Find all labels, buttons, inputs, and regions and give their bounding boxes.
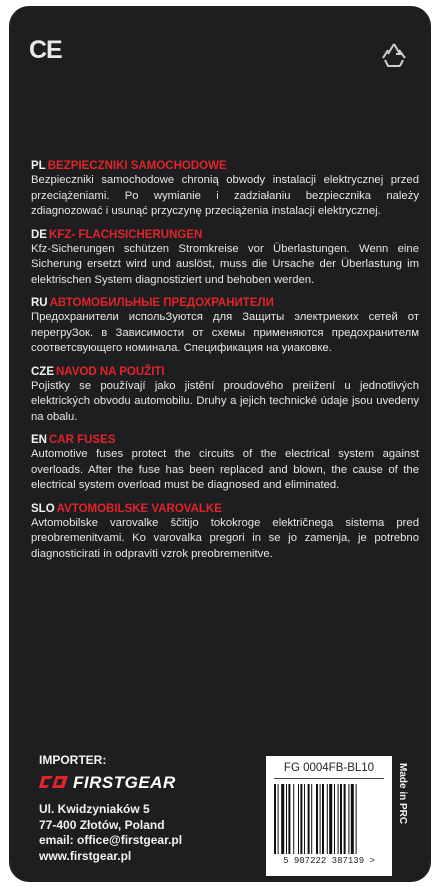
made-in-label: Made in PRC: [397, 763, 408, 825]
recycle-icon: [379, 40, 409, 70]
instructions-list: [31, 159, 419, 570]
section-text: Automotive fuses protect the circuits of the electrical system against overloads. After the fuse has been replaced and blown, the cause of the electrical system overload must be diagnosed and eliminated.: [31, 448, 419, 491]
barcode-bar: [344, 784, 346, 854]
barcode-bar: [286, 784, 287, 854]
barcode-bar: [311, 784, 312, 854]
ean-number: 5 907222 387139 >: [283, 856, 375, 866]
section-title: АВТОМОБИЛЬНЫЕ ПРЕДОХРАНИТЕЛИ: [49, 297, 274, 309]
section-title: NAVOD NA POUŽITI: [56, 365, 165, 378]
section-slo: [31, 502, 419, 563]
barcode-bar: [304, 784, 305, 854]
section-title: BEZPIECZNIKI SAMOCHODOWE: [47, 160, 227, 172]
section-text: Avtomobilske varovalke ščitijo tokokroge električnega sistema pred preobremenitvami. Ko varovalka pregori in se jo zamenja, je potrebno diagnosticirati in odpraviti vzrok preobremenitve.: [31, 516, 419, 560]
section-heading: [31, 159, 419, 173]
barcode-bar: [281, 784, 284, 854]
barcode-bar: [351, 784, 354, 854]
section-heading: [31, 365, 419, 379]
barcode-bar: [278, 784, 279, 854]
barcode-bar: [298, 784, 299, 854]
barcode-bar: [316, 784, 318, 854]
section-heading: [31, 502, 419, 516]
barcode-icon: [274, 784, 384, 854]
language-code: SLO: [31, 502, 55, 515]
importer-address: [39, 802, 182, 864]
ce-mark: CE: [29, 36, 62, 64]
section-de: [31, 228, 419, 289]
section-en: [31, 433, 419, 494]
barcode-bar: [329, 784, 332, 854]
divider: [274, 778, 384, 779]
section-text: Pojistky se používají jako jistění proudového preiižení u jednotlivých elektrických obvodu automobilu. Druhy a jejich technické údaje jsou uvedeny na obalu.: [31, 379, 419, 423]
section-ru: [31, 296, 419, 357]
address-line: 77-400 Złotów, Poland: [39, 817, 165, 832]
section-title: KFZ- FLACHSICHERUNGEN: [48, 228, 203, 241]
language-code: RU: [31, 297, 48, 309]
barcode-bar: [288, 784, 290, 854]
product-code: FG 0004FB-BL10: [283, 762, 375, 774]
barcode-bar: [340, 784, 342, 854]
section-title: CAR FUSES: [48, 434, 116, 446]
language-code: DE: [31, 228, 47, 241]
firstgear-logo: [39, 773, 189, 793]
section-heading: [31, 433, 419, 447]
section-text: Kfz-Sicherungen schützen Stromkreise vor Überlastungen. Wenn eine Sicherung ersetzt wird und auslöst, muss die Ursache der Überlastung im elektrischen System diagnostiziert und behoben werden.: [31, 242, 419, 286]
barcode-bar: [334, 784, 335, 854]
barcode-bar: [274, 784, 276, 854]
language-code: CZE: [31, 365, 54, 378]
section-text: Предохранители испольЗуются для Защиты электриеких сетей от перегруЗок. в Зависимости от схемы применяются предохранителм соответсвующего номинала. Спецификация на уиаковке.: [31, 311, 419, 354]
barcode-bar: [338, 784, 339, 854]
section-pl: [31, 159, 419, 220]
barcode-bar: [327, 784, 328, 854]
barcode-bar: [308, 784, 310, 854]
brand-name: FIRSTGEAR: [73, 773, 176, 792]
importer-label: IMPORTER:: [39, 753, 107, 767]
barcode-bar: [356, 784, 357, 854]
barcode-bar: [348, 784, 349, 854]
address-line: Ul. Kwidzyniaków 5: [39, 802, 150, 816]
logo-badge-icon: [39, 775, 69, 789]
package-card: [9, 6, 431, 882]
website-link: www.firstgear.pl: [39, 848, 132, 863]
section-cze: [31, 365, 419, 426]
barcode-bar: [322, 784, 324, 854]
section-text: Bezpieczniki samochodowe chronią obwody instalacji elektrycznej przed przeciążeniami. Po wymianie i zadziałaniu bezpiecznika należy zdiagnozować i usunąć przyczynę przeciążenia instalacji elektrycznej.: [31, 174, 419, 217]
email-line: email: office@firstgear.pl: [39, 833, 183, 847]
barcode-bar: [293, 784, 294, 854]
section-heading: [31, 228, 419, 242]
section-heading: [31, 296, 419, 310]
barcode-bar: [300, 784, 302, 854]
barcode-label: [266, 756, 392, 876]
section-title: AVTOMOBILSKE VAROVALKE: [56, 502, 222, 515]
barcode-bar: [320, 784, 321, 854]
language-code: EN: [31, 434, 47, 446]
language-code: PL: [31, 160, 46, 172]
